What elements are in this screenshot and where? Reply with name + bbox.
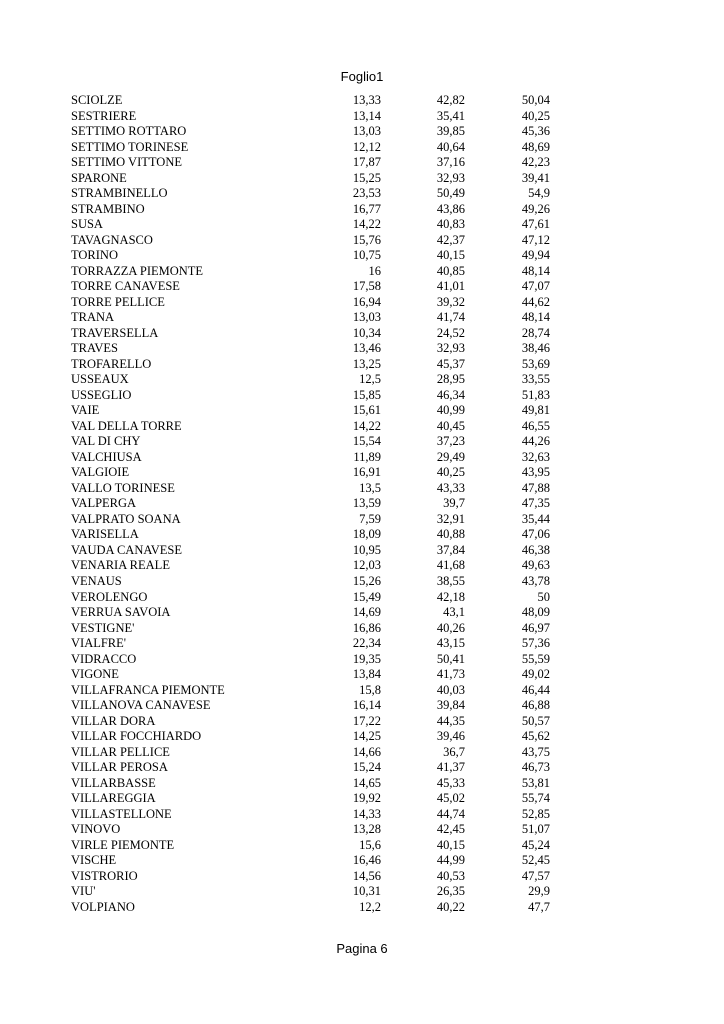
table-row xyxy=(71,543,550,559)
value-col-3: 47,57 xyxy=(521,868,550,883)
value-col-1: 14,22 xyxy=(352,217,381,232)
municipality-name: VILLANOVA CANAVESE xyxy=(71,698,211,713)
value-col-2: 32,93 xyxy=(436,341,465,356)
table-row xyxy=(71,900,550,916)
municipality-name: VILLAFRANCA PIEMONTE xyxy=(71,682,225,697)
value-col-3: 29,9 xyxy=(528,884,550,899)
value-col-1: 14,66 xyxy=(352,744,381,759)
value-col-1: 14,56 xyxy=(352,868,381,883)
value-col-1: 7,59 xyxy=(359,511,381,526)
municipality-name: VAL DELLA TORRE xyxy=(71,418,182,433)
value-col-1: 15,24 xyxy=(352,760,381,775)
value-col-3: 51,07 xyxy=(521,822,550,837)
table-row xyxy=(71,636,550,652)
value-col-2: 35,41 xyxy=(436,108,465,123)
value-col-2: 42,37 xyxy=(436,232,465,247)
table-row xyxy=(71,450,550,466)
value-col-2: 40,88 xyxy=(436,527,465,542)
value-col-1: 15,6 xyxy=(359,837,381,852)
municipality-name: SETTIMO TORINESE xyxy=(71,139,189,154)
value-col-2: 41,68 xyxy=(436,558,465,573)
table-row xyxy=(71,372,550,388)
value-col-3: 50 xyxy=(537,589,550,604)
municipality-name: SETTIMO ROTTARO xyxy=(71,124,187,139)
table-row xyxy=(71,202,550,218)
value-col-3: 44,26 xyxy=(521,434,550,449)
municipality-name: SETTIMO VITTONE xyxy=(71,155,182,170)
value-col-3: 48,69 xyxy=(521,139,550,154)
value-col-1: 16 xyxy=(368,263,381,278)
value-col-2: 40,15 xyxy=(436,837,465,852)
value-col-2: 45,02 xyxy=(436,791,465,806)
municipality-name: VOLPIANO xyxy=(71,899,135,914)
municipality-name: VILLAR FOCCHIARDO xyxy=(71,729,202,744)
table-row xyxy=(71,295,550,311)
value-col-3: 43,78 xyxy=(521,573,550,588)
value-col-1: 19,92 xyxy=(352,791,381,806)
municipality-name: SUSA xyxy=(71,217,103,232)
value-col-1: 13,14 xyxy=(352,108,381,123)
value-col-3: 43,75 xyxy=(521,744,550,759)
value-col-2: 40,53 xyxy=(436,868,465,883)
value-col-3: 47,88 xyxy=(521,480,550,495)
value-col-3: 46,55 xyxy=(521,418,550,433)
table-row xyxy=(71,745,550,761)
value-col-2: 26,35 xyxy=(436,884,465,899)
table-row xyxy=(71,140,550,156)
value-col-3: 46,88 xyxy=(521,698,550,713)
table-row xyxy=(71,512,550,528)
value-col-2: 40,83 xyxy=(436,217,465,232)
value-col-1: 15,8 xyxy=(359,682,381,697)
municipality-name: VILLAR PEROSA xyxy=(71,760,168,775)
municipality-name: TROFARELLO xyxy=(71,356,152,371)
value-col-1: 14,33 xyxy=(352,806,381,821)
value-col-1: 12,12 xyxy=(352,139,381,154)
value-col-3: 33,55 xyxy=(521,372,550,387)
value-col-3: 46,73 xyxy=(521,760,550,775)
value-col-1: 13,28 xyxy=(352,822,381,837)
table-row xyxy=(71,776,550,792)
table-row xyxy=(71,93,550,109)
value-col-1: 11,89 xyxy=(353,449,381,464)
value-col-3: 35,44 xyxy=(521,511,550,526)
value-col-3: 49,26 xyxy=(521,201,550,216)
table-row xyxy=(71,652,550,668)
value-col-1: 16,91 xyxy=(352,465,381,480)
value-col-1: 13,03 xyxy=(352,124,381,139)
value-col-2: 40,03 xyxy=(436,682,465,697)
value-col-3: 46,38 xyxy=(521,542,550,557)
value-col-2: 42,18 xyxy=(436,589,465,604)
municipality-name: TRANA xyxy=(71,310,115,325)
value-col-1: 16,86 xyxy=(352,620,381,635)
value-col-2: 39,85 xyxy=(436,124,465,139)
table-row xyxy=(71,481,550,497)
value-col-3: 47,06 xyxy=(521,527,550,542)
table-row xyxy=(71,791,550,807)
value-col-3: 52,85 xyxy=(521,806,550,821)
table-row xyxy=(71,884,550,900)
value-col-2: 40,99 xyxy=(436,403,465,418)
value-col-1: 13,59 xyxy=(352,496,381,511)
municipality-name: SESTRIERE xyxy=(71,108,137,123)
value-col-1: 17,22 xyxy=(352,713,381,728)
municipality-name: VINOVO xyxy=(71,822,121,837)
municipality-name: VEROLENGO xyxy=(71,589,148,604)
municipality-name: VALPRATO SOANA xyxy=(71,511,181,526)
table-row xyxy=(71,341,550,357)
value-col-3: 50,04 xyxy=(521,93,550,107)
value-col-1: 13,46 xyxy=(352,341,381,356)
value-col-3: 39,41 xyxy=(521,170,550,185)
value-col-1: 10,95 xyxy=(352,542,381,557)
table-row xyxy=(71,124,550,140)
value-col-1: 16,94 xyxy=(352,294,381,309)
municipality-name: VERRUA SAVOIA xyxy=(71,605,171,620)
value-col-2: 41,74 xyxy=(436,310,465,325)
value-col-2: 40,15 xyxy=(436,248,465,263)
value-col-2: 37,16 xyxy=(436,155,465,170)
municipality-name: VILLAR PELLICE xyxy=(71,744,170,759)
value-col-2: 39,7 xyxy=(443,496,465,511)
value-col-1: 13,84 xyxy=(352,667,381,682)
value-col-3: 38,46 xyxy=(521,341,550,356)
table-row xyxy=(71,558,550,574)
value-col-3: 51,83 xyxy=(521,387,550,402)
value-col-1: 14,69 xyxy=(352,605,381,620)
value-col-3: 43,95 xyxy=(521,465,550,480)
value-col-2: 42,45 xyxy=(436,822,465,837)
value-col-3: 53,81 xyxy=(521,775,550,790)
value-col-2: 43,86 xyxy=(436,201,465,216)
table-row xyxy=(71,326,550,342)
municipality-name: VISCHE xyxy=(71,853,117,868)
value-col-3: 42,23 xyxy=(521,155,550,170)
municipality-name: VENAUS xyxy=(71,573,122,588)
table-row xyxy=(71,698,550,714)
value-col-3: 46,97 xyxy=(521,620,550,635)
value-col-2: 32,93 xyxy=(436,170,465,185)
table-row xyxy=(71,853,550,869)
value-col-1: 15,54 xyxy=(352,434,381,449)
data-table xyxy=(71,93,550,915)
value-col-1: 23,53 xyxy=(352,186,381,201)
value-col-1: 12,5 xyxy=(359,372,381,387)
value-col-1: 15,25 xyxy=(352,170,381,185)
value-col-1: 14,65 xyxy=(352,775,381,790)
value-col-3: 49,02 xyxy=(521,667,550,682)
value-col-2: 39,84 xyxy=(436,698,465,713)
value-col-2: 24,52 xyxy=(436,325,465,340)
value-col-1: 10,34 xyxy=(352,325,381,340)
value-col-1: 18,09 xyxy=(352,527,381,542)
value-col-1: 15,26 xyxy=(352,573,381,588)
value-col-3: 40,25 xyxy=(521,108,550,123)
value-col-2: 40,22 xyxy=(436,899,465,914)
value-col-1: 15,76 xyxy=(352,232,381,247)
value-col-2: 40,25 xyxy=(436,465,465,480)
value-col-3: 46,44 xyxy=(521,682,550,697)
table-body xyxy=(71,93,550,915)
table-row xyxy=(71,233,550,249)
value-col-3: 45,62 xyxy=(521,729,550,744)
value-col-1: 19,35 xyxy=(352,651,381,666)
value-col-2: 41,37 xyxy=(436,760,465,775)
value-col-2: 38,55 xyxy=(436,573,465,588)
value-col-2: 37,23 xyxy=(436,434,465,449)
value-col-2: 40,26 xyxy=(436,620,465,635)
value-col-2: 44,99 xyxy=(436,853,465,868)
value-col-1: 13,5 xyxy=(359,480,381,495)
municipality-name: TORINO xyxy=(71,248,118,263)
municipality-name: TRAVERSELLA xyxy=(71,325,159,340)
value-col-2: 50,41 xyxy=(436,651,465,666)
value-col-2: 28,95 xyxy=(436,372,465,387)
municipality-name: VILLASTELLONE xyxy=(71,806,172,821)
municipality-name: TORRE CANAVESE xyxy=(71,279,180,294)
value-col-1: 17,58 xyxy=(352,279,381,294)
municipality-name: VIGONE xyxy=(71,667,119,682)
table-row xyxy=(71,419,550,435)
value-col-1: 17,87 xyxy=(352,155,381,170)
value-col-3: 32,63 xyxy=(521,449,550,464)
value-col-1: 15,61 xyxy=(352,403,381,418)
municipality-name: TAVAGNASCO xyxy=(71,232,153,247)
table-row xyxy=(71,838,550,854)
value-col-1: 16,14 xyxy=(352,698,381,713)
table-row xyxy=(71,217,550,233)
table-row xyxy=(71,248,550,264)
value-col-1: 10,75 xyxy=(352,248,381,263)
table-row xyxy=(71,621,550,637)
municipality-name: VALGIOIE xyxy=(71,465,130,480)
value-col-3: 45,24 xyxy=(521,837,550,852)
municipality-name: VIALFRE' xyxy=(71,636,127,651)
table-row xyxy=(71,729,550,745)
municipality-name: TORRE PELLICE xyxy=(71,294,165,309)
table-row xyxy=(71,357,550,373)
value-col-2: 40,85 xyxy=(436,263,465,278)
value-col-1: 15,49 xyxy=(352,589,381,604)
value-col-1: 12,03 xyxy=(352,558,381,573)
table-row xyxy=(71,171,550,187)
municipality-name: VILLAR DORA xyxy=(71,713,156,728)
value-col-1: 13,33 xyxy=(352,93,381,107)
municipality-name: VILLARBASSE xyxy=(71,775,156,790)
value-col-2: 37,84 xyxy=(436,542,465,557)
municipality-name: TRAVES xyxy=(71,341,119,356)
table-row xyxy=(71,388,550,404)
table-row xyxy=(71,574,550,590)
value-col-2: 44,35 xyxy=(436,713,465,728)
municipality-name: VALLO TORINESE xyxy=(71,480,175,495)
table-row xyxy=(71,434,550,450)
table-row xyxy=(71,714,550,730)
value-col-1: 16,46 xyxy=(352,853,381,868)
value-col-3: 47,12 xyxy=(521,232,550,247)
sheet-title: Foglio1 xyxy=(340,69,384,84)
table-row xyxy=(71,807,550,823)
value-col-2: 43,33 xyxy=(436,480,465,495)
value-col-2: 45,33 xyxy=(436,775,465,790)
value-col-3: 48,14 xyxy=(521,310,550,325)
value-col-3: 47,61 xyxy=(521,217,550,232)
table-row xyxy=(71,109,550,125)
value-col-2: 41,01 xyxy=(436,279,465,294)
municipality-name: TORRAZZA PIEMONTE xyxy=(71,263,204,278)
table-row xyxy=(71,590,550,606)
municipality-name: SPARONE xyxy=(71,170,127,185)
table-row xyxy=(71,186,550,202)
value-col-1: 10,31 xyxy=(352,884,381,899)
value-col-3: 50,57 xyxy=(521,713,550,728)
municipality-name: VILLAREGGIA xyxy=(71,791,156,806)
municipality-name: VARISELLA xyxy=(71,527,139,542)
value-col-2: 39,32 xyxy=(436,294,465,309)
municipality-name: VIU' xyxy=(71,884,96,899)
value-col-3: 45,36 xyxy=(521,124,550,139)
value-col-3: 47,7 xyxy=(528,899,550,914)
value-col-3: 49,81 xyxy=(521,403,550,418)
value-col-2: 44,74 xyxy=(436,806,465,821)
table-row xyxy=(71,667,550,683)
table-row xyxy=(71,527,550,543)
table-row xyxy=(71,496,550,512)
value-col-3: 54,9 xyxy=(528,186,550,201)
value-col-2: 39,46 xyxy=(436,729,465,744)
value-col-2: 45,37 xyxy=(436,356,465,371)
value-col-3: 49,94 xyxy=(521,248,550,263)
value-col-2: 40,64 xyxy=(436,139,465,154)
value-col-2: 32,91 xyxy=(436,511,465,526)
table-row xyxy=(71,869,550,885)
value-col-1: 14,22 xyxy=(352,418,381,433)
municipality-name: VAL DI CHY xyxy=(71,434,141,449)
value-col-3: 44,62 xyxy=(521,294,550,309)
table-row xyxy=(71,264,550,280)
municipality-name: USSEAUX xyxy=(71,372,129,387)
value-col-1: 16,77 xyxy=(352,201,381,216)
municipality-name: VENARIA REALE xyxy=(71,558,170,573)
value-col-3: 55,74 xyxy=(521,791,550,806)
value-col-3: 48,14 xyxy=(521,263,550,278)
table-row xyxy=(71,279,550,295)
table-row xyxy=(71,822,550,838)
municipality-name: SCIOLZE xyxy=(71,93,123,107)
municipality-name: VAUDA CANAVESE xyxy=(71,542,183,557)
value-col-2: 29,49 xyxy=(436,449,465,464)
value-col-2: 42,82 xyxy=(436,93,465,107)
municipality-name: VESTIGNE' xyxy=(71,620,135,635)
value-col-3: 47,35 xyxy=(521,496,550,511)
municipality-name: VALCHIUSA xyxy=(71,449,142,464)
table-row xyxy=(71,760,550,776)
municipality-name: VIDRACCO xyxy=(71,651,137,666)
value-col-3: 48,09 xyxy=(521,605,550,620)
municipality-name: USSEGLIO xyxy=(71,387,132,402)
municipality-name: STRAMBINELLO xyxy=(71,186,168,201)
value-col-3: 53,69 xyxy=(521,356,550,371)
municipality-name: VISTRORIO xyxy=(71,868,138,883)
value-col-3: 52,45 xyxy=(521,853,550,868)
municipality-name: VAIE xyxy=(71,403,100,418)
value-col-1: 22,34 xyxy=(352,636,381,651)
value-col-2: 40,45 xyxy=(436,418,465,433)
value-col-2: 36,7 xyxy=(443,744,465,759)
table-row xyxy=(71,403,550,419)
municipality-name: STRAMBINO xyxy=(71,201,145,216)
page-footer: Pagina 6 xyxy=(336,941,388,956)
value-col-2: 41,73 xyxy=(436,667,465,682)
table-row xyxy=(71,310,550,326)
value-col-2: 43,1 xyxy=(443,605,465,620)
value-col-3: 55,59 xyxy=(521,651,550,666)
table-row xyxy=(71,605,550,621)
value-col-2: 46,34 xyxy=(436,387,465,402)
table-row xyxy=(71,465,550,481)
value-col-1: 13,25 xyxy=(352,356,381,371)
table-row xyxy=(71,155,550,171)
value-col-1: 13,03 xyxy=(352,310,381,325)
value-col-3: 49,63 xyxy=(521,558,550,573)
table-row xyxy=(71,683,550,699)
municipality-name: VALPERGA xyxy=(71,496,137,511)
value-col-1: 15,85 xyxy=(352,387,381,402)
value-col-2: 43,15 xyxy=(436,636,465,651)
municipality-name: VIRLE PIEMONTE xyxy=(71,837,175,852)
value-col-3: 28,74 xyxy=(521,325,550,340)
value-col-2: 50,49 xyxy=(436,186,465,201)
value-col-1: 12,2 xyxy=(359,899,381,914)
value-col-3: 47,07 xyxy=(521,279,550,294)
value-col-1: 14,25 xyxy=(352,729,381,744)
value-col-3: 57,36 xyxy=(521,636,550,651)
